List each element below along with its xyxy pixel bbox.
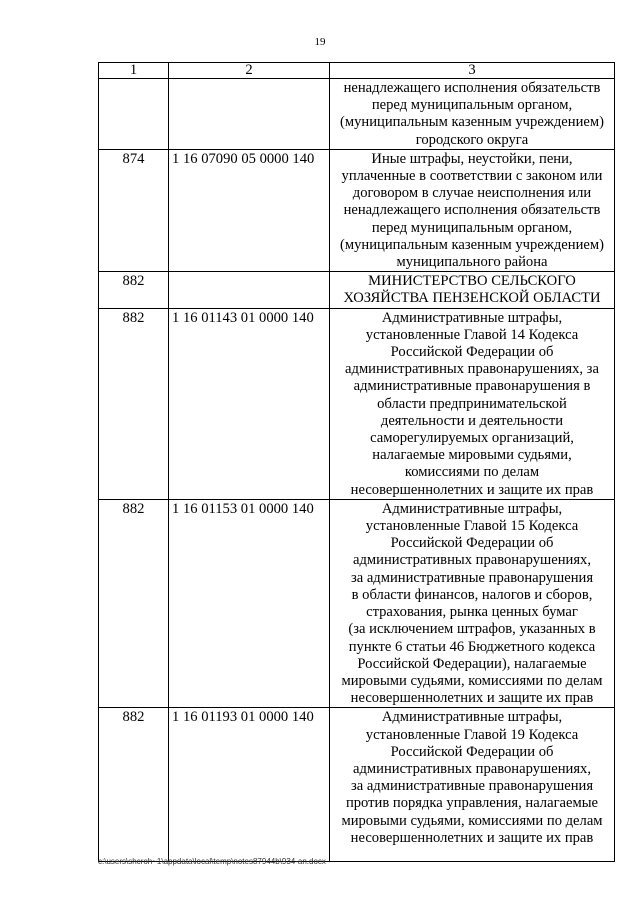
description-cell	[330, 708, 615, 862]
revenue-code-cell: 1 16 01143 01 0000 140	[169, 308, 330, 499]
description-line: страхования, рынка ценных бумаг	[366, 604, 578, 621]
description-line: административных правонарушениях,	[353, 760, 591, 777]
description-line: несовершеннолетних и защите их прав	[350, 690, 594, 707]
revenue-code-cell: 1 16 01153 01 0000 140	[169, 499, 330, 707]
description-line: (муниципальным казенным учреждением)	[340, 114, 604, 131]
header-col-1: 1	[99, 63, 169, 79]
description-line: мировыми судьями, комиссиями по делам	[341, 672, 603, 689]
description-line: муниципального района	[396, 254, 548, 271]
description-line: в области финансов, налогов и сборов,	[351, 586, 593, 603]
description-line: административные правонарушения в	[353, 378, 591, 395]
description-line: комиссиями по делам	[404, 464, 540, 481]
table-row	[99, 149, 615, 271]
description-line: несовершеннолетних и защите их прав	[350, 481, 594, 498]
description-line: установленные Главой 14 Кодекса	[365, 326, 579, 343]
admin-code-cell: 882	[99, 708, 169, 862]
description-line: Российской Федерации об	[390, 743, 554, 760]
description-line: МИНИСТЕРСТВО СЕЛЬСКОГО	[368, 273, 576, 290]
description-cell	[330, 308, 615, 499]
description-line: пункте 6 статьи 46 Бюджетного кодекса	[348, 638, 596, 655]
table-row	[99, 272, 615, 308]
description-line: перед муниципальным органом,	[371, 219, 573, 236]
header-col-3: 3	[330, 63, 615, 79]
description-line: мировыми судьями, комиссиями по делам	[341, 812, 603, 829]
description-line: городского округа	[415, 131, 529, 148]
description-line: Административные штрафы,	[381, 709, 563, 726]
description-line: за административные правонарушения	[350, 778, 594, 795]
admin-code-cell: 882	[99, 499, 169, 707]
description-line: налагаемые мировыми судьями,	[372, 447, 572, 464]
description-line: против порядка управления, налагаемые	[345, 795, 599, 812]
description-line: деятельности и деятельности	[380, 412, 564, 429]
description-line: Административные штрафы,	[381, 500, 563, 517]
description-line: ХОЗЯЙСТВА ПЕНЗЕНСКОЙ ОБЛАСТИ	[343, 290, 601, 307]
admin-code-cell: 882	[99, 272, 169, 308]
description-cell	[330, 272, 615, 308]
description-line: административных правонарушениях,	[353, 552, 591, 569]
description-cell	[330, 499, 615, 707]
description-line: договором в случае неисполнения или	[352, 185, 592, 202]
description-line: Российской Федерации об	[390, 535, 554, 552]
revenue-code-cell	[169, 79, 330, 150]
description-cell	[330, 149, 615, 271]
revenue-code-cell	[169, 272, 330, 308]
table-header-row	[99, 63, 615, 79]
admin-code-cell: 882	[99, 308, 169, 499]
admin-code-cell	[99, 79, 169, 150]
description-line: (за исключением штрафов, указанных в	[348, 621, 596, 638]
description-line: Административные штрафы,	[381, 309, 563, 326]
page-number: 19	[314, 36, 326, 48]
table-row	[99, 79, 615, 150]
description-line: уплаченные в соответствии с законом или	[341, 168, 603, 185]
revenue-code-cell: 1 16 01193 01 0000 140	[169, 708, 330, 862]
description-line: за административные правонарушения	[350, 569, 594, 586]
description-line: области предпринимательской	[377, 395, 567, 412]
revenue-codes-table	[98, 62, 615, 862]
description-line: административных правонарушениях, за	[345, 361, 599, 378]
description-line: Иные штрафы, неустойки, пени,	[371, 150, 573, 167]
description-line: ненадлежащего исполнения обязательств	[343, 80, 601, 96]
description-line: Российской Федерации), налагаемые	[357, 655, 587, 672]
description-cell	[330, 79, 615, 150]
file-path-footer: c:\users\shcroh~1\appdata\local\temp\notes87944b\934-an.docx	[98, 857, 326, 866]
description-line: Российской Федерации об	[390, 344, 554, 361]
header-col-2: 2	[169, 63, 330, 79]
table-row	[99, 499, 615, 707]
description-line: саморегулируемых организаций,	[370, 430, 574, 447]
table-row	[99, 708, 615, 862]
admin-code-cell: 874	[99, 149, 169, 271]
description-line: ненадлежащего исполнения обязательств	[343, 202, 601, 219]
description-line: установленные Главой 19 Кодекса	[365, 726, 579, 743]
revenue-code-cell: 1 16 07090 05 0000 140	[169, 149, 330, 271]
description-line: (муниципальным казенным учреждением)	[340, 236, 604, 253]
description-line: несовершеннолетних и защите их прав	[350, 829, 594, 846]
table-row	[99, 308, 615, 499]
description-line: перед муниципальным органом,	[371, 97, 573, 114]
description-line: установленные Главой 15 Кодекса	[365, 518, 579, 535]
